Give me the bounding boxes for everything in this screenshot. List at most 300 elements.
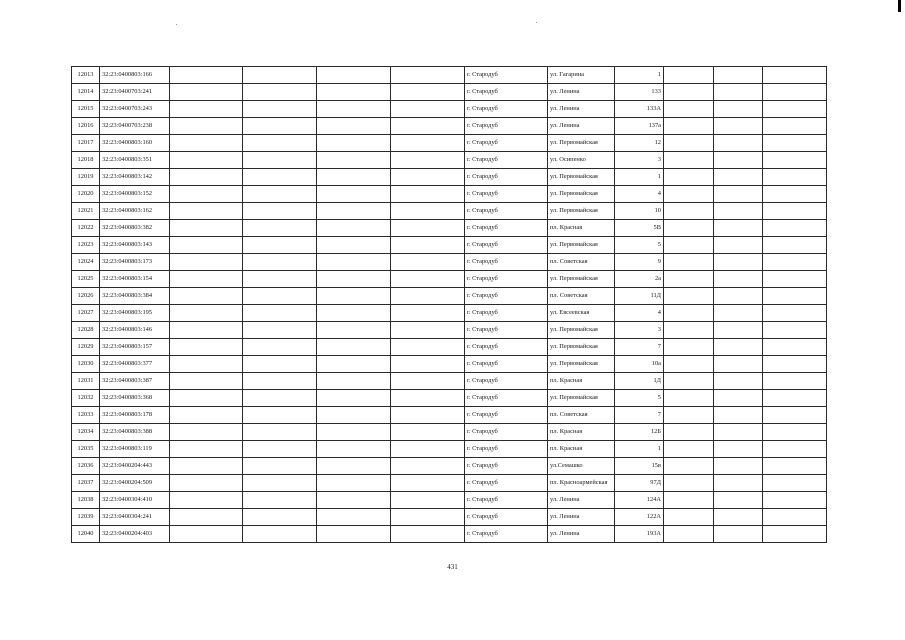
empty-cell bbox=[243, 441, 317, 458]
empty-cell bbox=[763, 322, 827, 339]
empty-cell bbox=[243, 186, 317, 203]
empty-cell bbox=[317, 458, 391, 475]
table-row bbox=[72, 305, 827, 322]
empty-cell bbox=[664, 339, 714, 356]
city-cell: г. Стародуб bbox=[465, 203, 548, 220]
street-cell: пл. Советская bbox=[548, 254, 615, 271]
row-number-cell: 12016 bbox=[72, 118, 100, 135]
house-number-cell: 12 bbox=[615, 135, 664, 152]
empty-cell bbox=[170, 101, 243, 118]
empty-cell bbox=[714, 288, 763, 305]
empty-cell bbox=[714, 67, 763, 84]
empty-cell bbox=[714, 407, 763, 424]
empty-cell bbox=[391, 424, 465, 441]
city-cell: г. Стародуб bbox=[465, 169, 548, 186]
street-cell: ул. Первомайская bbox=[548, 169, 615, 186]
empty-cell bbox=[391, 84, 465, 101]
table-row bbox=[72, 254, 827, 271]
city-cell: г. Стародуб bbox=[465, 101, 548, 118]
row-number-cell: 12034 bbox=[72, 424, 100, 441]
empty-cell bbox=[664, 220, 714, 237]
empty-cell bbox=[170, 322, 243, 339]
empty-cell bbox=[391, 169, 465, 186]
cadastral-number-cell: 32:23:0400803:387 bbox=[100, 373, 170, 390]
table-row bbox=[72, 152, 827, 169]
empty-cell bbox=[317, 152, 391, 169]
empty-cell bbox=[243, 339, 317, 356]
empty-cell bbox=[317, 135, 391, 152]
row-number-cell: 12022 bbox=[72, 220, 100, 237]
row-number-cell: 12017 bbox=[72, 135, 100, 152]
empty-cell bbox=[170, 305, 243, 322]
row-number-cell: 12024 bbox=[72, 254, 100, 271]
street-cell: ул. Первомайская bbox=[548, 322, 615, 339]
street-cell: ул. Первомайская bbox=[548, 135, 615, 152]
empty-cell bbox=[170, 254, 243, 271]
empty-cell bbox=[243, 220, 317, 237]
row-number-cell: 12013 bbox=[72, 67, 100, 84]
row-number-cell: 12018 bbox=[72, 152, 100, 169]
row-number-cell: 12020 bbox=[72, 186, 100, 203]
city-cell: г. Стародуб bbox=[465, 356, 548, 373]
empty-cell bbox=[243, 373, 317, 390]
empty-cell bbox=[243, 203, 317, 220]
empty-cell bbox=[317, 288, 391, 305]
empty-cell bbox=[170, 220, 243, 237]
empty-cell bbox=[170, 441, 243, 458]
house-number-cell: 133 bbox=[615, 84, 664, 101]
street-cell: ул. Первомайская bbox=[548, 186, 615, 203]
city-cell: г. Стародуб bbox=[465, 441, 548, 458]
empty-cell bbox=[170, 407, 243, 424]
row-number-cell: 12036 bbox=[72, 458, 100, 475]
empty-cell bbox=[714, 152, 763, 169]
empty-cell bbox=[714, 475, 763, 492]
empty-cell bbox=[763, 407, 827, 424]
empty-cell bbox=[763, 339, 827, 356]
empty-cell bbox=[317, 67, 391, 84]
house-number-cell: 7 bbox=[615, 339, 664, 356]
street-cell: ул. Осипенко bbox=[548, 152, 615, 169]
street-cell: ул. Ленина bbox=[548, 509, 615, 526]
empty-cell bbox=[317, 118, 391, 135]
empty-cell bbox=[317, 492, 391, 509]
table-row bbox=[72, 424, 827, 441]
empty-cell bbox=[664, 254, 714, 271]
empty-cell bbox=[170, 356, 243, 373]
table-row bbox=[72, 220, 827, 237]
city-cell: г. Стародуб bbox=[465, 67, 548, 84]
cadastral-number-cell: 32:23:0400803:162 bbox=[100, 203, 170, 220]
row-number-cell: 12031 bbox=[72, 373, 100, 390]
empty-cell bbox=[243, 390, 317, 407]
table-row bbox=[72, 186, 827, 203]
cadastral-number-cell: 32:23:0400803:388 bbox=[100, 424, 170, 441]
cadastral-number-cell: 32:23:0400803:382 bbox=[100, 220, 170, 237]
empty-cell bbox=[664, 169, 714, 186]
table-row bbox=[72, 373, 827, 390]
empty-cell bbox=[317, 526, 391, 543]
empty-cell bbox=[763, 203, 827, 220]
scan-edge-mark bbox=[898, 0, 901, 12]
house-number-cell: 2а bbox=[615, 271, 664, 288]
city-cell: г. Стародуб bbox=[465, 135, 548, 152]
empty-cell bbox=[391, 322, 465, 339]
cadastral-number-cell: 32:23:0400803:173 bbox=[100, 254, 170, 271]
empty-cell bbox=[391, 475, 465, 492]
table-row bbox=[72, 118, 827, 135]
empty-cell bbox=[763, 475, 827, 492]
empty-cell bbox=[714, 356, 763, 373]
empty-cell bbox=[391, 407, 465, 424]
empty-cell bbox=[391, 67, 465, 84]
empty-cell bbox=[763, 509, 827, 526]
house-number-cell: 10а bbox=[615, 356, 664, 373]
empty-cell bbox=[763, 237, 827, 254]
table-row bbox=[72, 271, 827, 288]
cadastral-number-cell: 32:23:0400803:351 bbox=[100, 152, 170, 169]
empty-cell bbox=[170, 509, 243, 526]
empty-cell bbox=[763, 118, 827, 135]
empty-cell bbox=[243, 237, 317, 254]
empty-cell bbox=[714, 390, 763, 407]
row-number-cell: 12023 bbox=[72, 237, 100, 254]
empty-cell bbox=[243, 424, 317, 441]
house-number-cell: 133А bbox=[615, 101, 664, 118]
row-number-cell: 12028 bbox=[72, 322, 100, 339]
street-cell: пл. Красная bbox=[548, 441, 615, 458]
cadastral-number-cell: 32:23:0400803:178 bbox=[100, 407, 170, 424]
empty-cell bbox=[391, 237, 465, 254]
empty-cell bbox=[170, 135, 243, 152]
empty-cell bbox=[664, 407, 714, 424]
city-cell: г. Стародуб bbox=[465, 509, 548, 526]
empty-cell bbox=[317, 186, 391, 203]
city-cell: г. Стародуб bbox=[465, 373, 548, 390]
empty-cell bbox=[317, 373, 391, 390]
cadastral-number-cell: 32:23:0400803:368 bbox=[100, 390, 170, 407]
empty-cell bbox=[763, 220, 827, 237]
empty-cell bbox=[664, 458, 714, 475]
empty-cell bbox=[763, 373, 827, 390]
city-cell: г. Стародуб bbox=[465, 339, 548, 356]
empty-cell bbox=[391, 135, 465, 152]
empty-cell bbox=[664, 509, 714, 526]
empty-cell bbox=[243, 84, 317, 101]
cadastral-number-cell: 32:23:0400803:384 bbox=[100, 288, 170, 305]
row-number-cell: 12030 bbox=[72, 356, 100, 373]
empty-cell bbox=[714, 254, 763, 271]
empty-cell bbox=[391, 526, 465, 543]
empty-cell bbox=[391, 152, 465, 169]
empty-cell bbox=[170, 373, 243, 390]
empty-cell bbox=[763, 305, 827, 322]
empty-cell bbox=[664, 305, 714, 322]
house-number-cell: 15в bbox=[615, 458, 664, 475]
table-row bbox=[72, 526, 827, 543]
cadastral-number-cell: 32:23:0400703:238 bbox=[100, 118, 170, 135]
empty-cell bbox=[714, 492, 763, 509]
empty-cell bbox=[170, 458, 243, 475]
registry-table-body bbox=[72, 67, 827, 543]
empty-cell bbox=[714, 220, 763, 237]
table-row bbox=[72, 492, 827, 509]
row-number-cell: 12029 bbox=[72, 339, 100, 356]
empty-cell bbox=[664, 390, 714, 407]
cadastral-number-cell: 32:23:0400204:509 bbox=[100, 475, 170, 492]
empty-cell bbox=[763, 254, 827, 271]
house-number-cell: 4 bbox=[615, 186, 664, 203]
empty-cell bbox=[243, 254, 317, 271]
empty-cell bbox=[317, 254, 391, 271]
empty-cell bbox=[664, 271, 714, 288]
empty-cell bbox=[170, 424, 243, 441]
cadastral-number-cell: 32:23:0400803:377 bbox=[100, 356, 170, 373]
empty-cell bbox=[317, 101, 391, 118]
row-number-cell: 12035 bbox=[72, 441, 100, 458]
empty-cell bbox=[391, 339, 465, 356]
empty-cell bbox=[317, 407, 391, 424]
city-cell: г. Стародуб bbox=[465, 390, 548, 407]
empty-cell bbox=[763, 271, 827, 288]
empty-cell bbox=[763, 526, 827, 543]
cadastral-number-cell: 32:23:0400204:403 bbox=[100, 526, 170, 543]
empty-cell bbox=[664, 101, 714, 118]
street-cell: ул. Первомайская bbox=[548, 203, 615, 220]
empty-cell bbox=[170, 186, 243, 203]
empty-cell bbox=[714, 526, 763, 543]
page-number: 431 bbox=[447, 563, 458, 571]
empty-cell bbox=[243, 118, 317, 135]
empty-cell bbox=[714, 203, 763, 220]
empty-cell bbox=[391, 373, 465, 390]
cadastral-number-cell: 32:23:0400803:146 bbox=[100, 322, 170, 339]
empty-cell bbox=[243, 509, 317, 526]
empty-cell bbox=[317, 237, 391, 254]
empty-cell bbox=[664, 203, 714, 220]
city-cell: г. Стародуб bbox=[465, 84, 548, 101]
city-cell: г. Стародуб bbox=[465, 271, 548, 288]
empty-cell bbox=[391, 492, 465, 509]
city-cell: г. Стародуб bbox=[465, 475, 548, 492]
empty-cell bbox=[763, 390, 827, 407]
row-number-cell: 12032 bbox=[72, 390, 100, 407]
table-row bbox=[72, 390, 827, 407]
empty-cell bbox=[391, 509, 465, 526]
row-number-cell: 12038 bbox=[72, 492, 100, 509]
empty-cell bbox=[664, 288, 714, 305]
empty-cell bbox=[170, 271, 243, 288]
empty-cell bbox=[664, 475, 714, 492]
street-cell: пл. Советская bbox=[548, 288, 615, 305]
empty-cell bbox=[664, 373, 714, 390]
empty-cell bbox=[763, 424, 827, 441]
empty-cell bbox=[664, 67, 714, 84]
city-cell: г. Стародуб bbox=[465, 526, 548, 543]
street-cell: ул. Ленина bbox=[548, 492, 615, 509]
empty-cell bbox=[391, 356, 465, 373]
cadastral-number-cell: 32:23:0400803:166 bbox=[100, 67, 170, 84]
empty-cell bbox=[317, 390, 391, 407]
house-number-cell: 10 bbox=[615, 203, 664, 220]
empty-cell bbox=[763, 441, 827, 458]
street-cell: ул. Первомайская bbox=[548, 356, 615, 373]
empty-cell bbox=[317, 203, 391, 220]
empty-cell bbox=[243, 169, 317, 186]
empty-cell bbox=[243, 67, 317, 84]
row-number-cell: 12014 bbox=[72, 84, 100, 101]
row-number-cell: 12033 bbox=[72, 407, 100, 424]
city-cell: г. Стародуб bbox=[465, 458, 548, 475]
empty-cell bbox=[714, 322, 763, 339]
table-row bbox=[72, 441, 827, 458]
street-cell: ул. Первомайская bbox=[548, 271, 615, 288]
table-row bbox=[72, 169, 827, 186]
empty-cell bbox=[170, 526, 243, 543]
cadastral-number-cell: 32:23:0400304:241 bbox=[100, 509, 170, 526]
empty-cell bbox=[243, 101, 317, 118]
row-number-cell: 12025 bbox=[72, 271, 100, 288]
empty-cell bbox=[170, 390, 243, 407]
house-number-cell: 122А bbox=[615, 509, 664, 526]
empty-cell bbox=[714, 373, 763, 390]
empty-cell bbox=[391, 220, 465, 237]
empty-cell bbox=[714, 441, 763, 458]
table-row bbox=[72, 203, 827, 220]
empty-cell bbox=[664, 424, 714, 441]
empty-cell bbox=[317, 441, 391, 458]
street-cell: ул. Первомайская bbox=[548, 237, 615, 254]
row-number-cell: 12027 bbox=[72, 305, 100, 322]
empty-cell bbox=[317, 220, 391, 237]
empty-cell bbox=[763, 458, 827, 475]
empty-cell bbox=[763, 169, 827, 186]
empty-cell bbox=[391, 186, 465, 203]
empty-cell bbox=[664, 135, 714, 152]
empty-cell bbox=[391, 254, 465, 271]
table-row bbox=[72, 288, 827, 305]
house-number-cell: 4 bbox=[615, 305, 664, 322]
empty-cell bbox=[170, 84, 243, 101]
row-number-cell: 12040 bbox=[72, 526, 100, 543]
house-number-cell: 1 bbox=[615, 67, 664, 84]
street-cell: ул. Первомайская bbox=[548, 339, 615, 356]
registry-table bbox=[71, 66, 827, 543]
empty-cell bbox=[243, 322, 317, 339]
empty-cell bbox=[243, 271, 317, 288]
cadastral-number-cell: 32:23:0400803:152 bbox=[100, 186, 170, 203]
empty-cell bbox=[664, 186, 714, 203]
row-number-cell: 12026 bbox=[72, 288, 100, 305]
house-number-cell: 124А bbox=[615, 492, 664, 509]
empty-cell bbox=[763, 135, 827, 152]
cadastral-number-cell: 32:23:0400803:195 bbox=[100, 305, 170, 322]
house-number-cell: 9 bbox=[615, 254, 664, 271]
empty-cell bbox=[317, 271, 391, 288]
street-cell: пл. Советская bbox=[548, 407, 615, 424]
cadastral-number-cell: 32:23:0400803:142 bbox=[100, 169, 170, 186]
empty-cell bbox=[714, 424, 763, 441]
table-row bbox=[72, 356, 827, 373]
empty-cell bbox=[664, 152, 714, 169]
house-number-cell: 97Д bbox=[615, 475, 664, 492]
empty-cell bbox=[170, 152, 243, 169]
empty-cell bbox=[714, 339, 763, 356]
empty-cell bbox=[170, 169, 243, 186]
empty-cell bbox=[763, 84, 827, 101]
empty-cell bbox=[317, 475, 391, 492]
city-cell: г. Стародуб bbox=[465, 492, 548, 509]
empty-cell bbox=[763, 67, 827, 84]
empty-cell bbox=[714, 271, 763, 288]
empty-cell bbox=[664, 118, 714, 135]
empty-cell bbox=[317, 322, 391, 339]
empty-cell bbox=[763, 152, 827, 169]
empty-cell bbox=[170, 237, 243, 254]
empty-cell bbox=[243, 407, 317, 424]
street-cell: ул. Евсеевская bbox=[548, 305, 615, 322]
cadastral-number-cell: 32:23:0400803:119 bbox=[100, 441, 170, 458]
empty-cell bbox=[391, 118, 465, 135]
empty-cell bbox=[317, 305, 391, 322]
city-cell: г. Стародуб bbox=[465, 186, 548, 203]
empty-cell bbox=[714, 305, 763, 322]
empty-cell bbox=[170, 492, 243, 509]
table-row bbox=[72, 135, 827, 152]
cadastral-number-cell: 32:23:0400703:241 bbox=[100, 84, 170, 101]
empty-cell bbox=[391, 203, 465, 220]
empty-cell bbox=[714, 169, 763, 186]
empty-cell bbox=[391, 288, 465, 305]
empty-cell bbox=[243, 492, 317, 509]
table-row bbox=[72, 339, 827, 356]
cadastral-number-cell: 32:23:0400703:243 bbox=[100, 101, 170, 118]
street-cell: пл. Красная bbox=[548, 220, 615, 237]
empty-cell bbox=[714, 237, 763, 254]
empty-cell bbox=[714, 118, 763, 135]
empty-cell bbox=[664, 441, 714, 458]
empty-cell bbox=[714, 135, 763, 152]
cadastral-number-cell: 32:23:0400803:157 bbox=[100, 339, 170, 356]
empty-cell bbox=[714, 101, 763, 118]
row-number-cell: 12037 bbox=[72, 475, 100, 492]
city-cell: г. Стародуб bbox=[465, 152, 548, 169]
cadastral-number-cell: 32:23:0400803:160 bbox=[100, 135, 170, 152]
street-cell: пл. Красная bbox=[548, 373, 615, 390]
street-cell: пл. Красная bbox=[548, 424, 615, 441]
house-number-cell: 7 bbox=[615, 407, 664, 424]
empty-cell bbox=[763, 186, 827, 203]
empty-cell bbox=[243, 526, 317, 543]
empty-cell bbox=[763, 492, 827, 509]
empty-cell bbox=[317, 339, 391, 356]
city-cell: г. Стародуб bbox=[465, 288, 548, 305]
street-cell: ул. Ленина bbox=[548, 118, 615, 135]
empty-cell bbox=[763, 288, 827, 305]
empty-cell bbox=[664, 526, 714, 543]
city-cell: г. Стародуб bbox=[465, 407, 548, 424]
row-number-cell: 12015 bbox=[72, 101, 100, 118]
empty-cell bbox=[714, 458, 763, 475]
street-cell: ул. Ленина bbox=[548, 101, 615, 118]
empty-cell bbox=[243, 135, 317, 152]
empty-cell bbox=[664, 237, 714, 254]
empty-cell bbox=[243, 152, 317, 169]
empty-cell bbox=[243, 288, 317, 305]
house-number-cell: 5В bbox=[615, 220, 664, 237]
scan-speck bbox=[176, 24, 177, 25]
street-cell: ул. Ленина bbox=[548, 526, 615, 543]
